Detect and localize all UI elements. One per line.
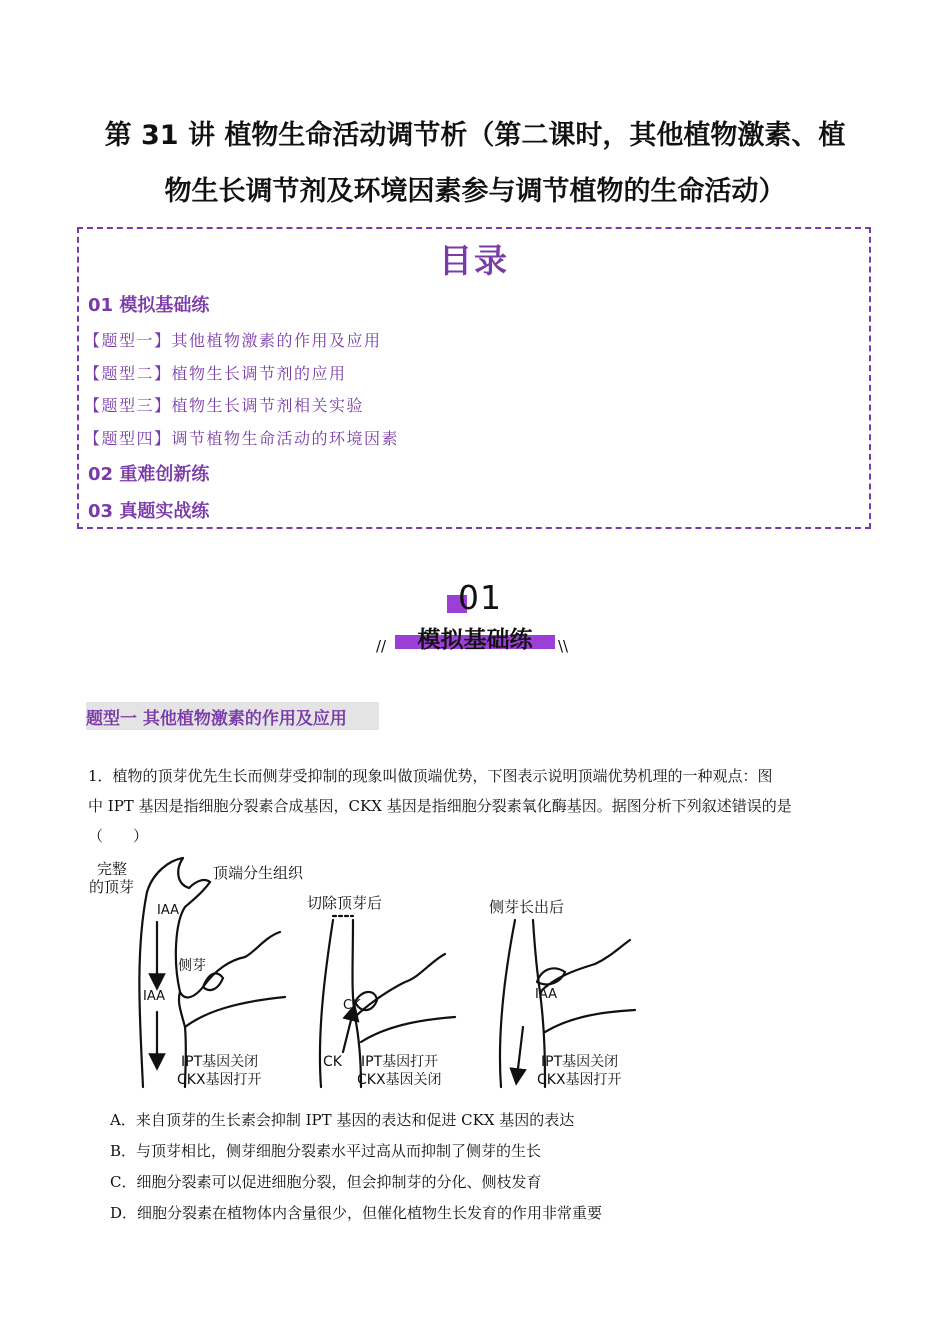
panel1-gene-1: IPT基因关闭 bbox=[181, 1054, 259, 1070]
panel1-gene-2: CKX基因打开 bbox=[177, 1072, 262, 1088]
label-after-lateral-growth: 侧芽长出后 bbox=[489, 898, 565, 916]
panel3-gene-1: IPT基因关闭 bbox=[541, 1054, 619, 1070]
panel3-gene-2: CKX基因打开 bbox=[537, 1072, 622, 1088]
panel3-branch bbox=[545, 1010, 635, 1032]
question-line-1: 1．植物的顶芽优先生长而侧芽受抑制的现象叫做顶端优势，下图表示说明顶端优势机理的一种观点：图 bbox=[88, 767, 773, 785]
panel2-arrow bbox=[343, 1012, 353, 1052]
section-title: 模拟基础练 bbox=[417, 627, 533, 653]
toc-item-type-2[interactable]: 【题型二】植物生长调节剂的应用 bbox=[84, 364, 347, 383]
toc-section-3[interactable]: 03 真题实战练 bbox=[88, 501, 210, 522]
question-type-heading bbox=[86, 702, 379, 730]
panel2-gene-2: CKX基因关闭 bbox=[357, 1072, 442, 1088]
document-title bbox=[80, 108, 870, 220]
toc-section-1[interactable]: 01 模拟基础练 bbox=[88, 295, 210, 316]
toc-section-2[interactable]: 02 重难创新练 bbox=[88, 464, 210, 485]
table-of-contents bbox=[77, 227, 871, 529]
question-type-heading-text: 题型一 其他植物激素的作用及应用 bbox=[86, 709, 347, 729]
option-b: B．与顶芽相比，侧芽细胞分裂素水平过高从而抑制了侧芽的生长 bbox=[110, 1142, 542, 1160]
toc-item-type-4[interactable]: 【题型四】调节植物生命活动的环境因素 bbox=[84, 429, 400, 448]
label-iaa-mid: IAA bbox=[143, 989, 165, 1004]
toc-item-type-1[interactable]: 【题型一】其他植物激素的作用及应用 bbox=[84, 331, 382, 350]
label-intact-1: 完整 bbox=[97, 860, 128, 878]
option-a: A．来自顶芽的生长素会抑制 IPT 基因的表达和促进 CKX 基因的表达 bbox=[110, 1111, 575, 1129]
label-iaa-top: IAA bbox=[157, 903, 179, 918]
panel1-branch bbox=[185, 997, 285, 1027]
panel3-stem-left bbox=[500, 920, 515, 1087]
toc-heading: 目录 bbox=[439, 241, 509, 280]
title-line-1: 第 31 讲 植物生命活动调节析（第二课时，其他植物激素、植 bbox=[104, 120, 846, 151]
panel2-gene-1: IPT基因打开 bbox=[361, 1054, 439, 1070]
question-line-2: 中 IPT 基因是指细胞分裂素合成基因，CKX 基因是指细胞分裂素氧化酶基因。据图分析下列叙述错误的是 bbox=[88, 797, 792, 815]
banner-slash-left: // bbox=[376, 637, 387, 655]
label-ck-bud: CK bbox=[343, 998, 361, 1013]
label-intact-2: 的顶芽 bbox=[89, 878, 135, 896]
apical-dominance-figure bbox=[85, 852, 655, 1092]
toc-item-type-3[interactable]: 【题型三】植物生长调节剂相关实验 bbox=[84, 396, 365, 415]
panel3-stem-right bbox=[533, 920, 630, 992]
label-after-removal: 切除顶芽后 bbox=[307, 894, 383, 912]
panel1-bud-curl bbox=[178, 858, 189, 888]
label-iaa-panel3: IAA bbox=[535, 987, 557, 1002]
panel2-branch bbox=[361, 1017, 455, 1042]
label-ck: CK bbox=[323, 1054, 342, 1070]
question-line-3: （ ） bbox=[88, 827, 149, 845]
label-lateral-bud: 侧芽 bbox=[178, 958, 206, 974]
panel3-arrow bbox=[517, 1027, 523, 1077]
option-c: C．细胞分裂素可以促进细胞分裂，但会抑制芽的分化、侧枝发育 bbox=[110, 1173, 542, 1191]
title-line-2: 物生长调节剂及环境因素参与调节植物的生命活动） bbox=[164, 176, 786, 207]
label-apical-meristem: 顶端分生组织 bbox=[213, 864, 304, 882]
panel2-stem-right bbox=[353, 920, 446, 1017]
section-number: 01 bbox=[458, 578, 502, 617]
option-d: D．细胞分裂素在植物体内含量很少，但催化植物生长发育的作用非常重要 bbox=[110, 1204, 603, 1222]
banner-slash-right: \\ bbox=[558, 637, 569, 655]
panel1-stem-right bbox=[176, 880, 280, 997]
